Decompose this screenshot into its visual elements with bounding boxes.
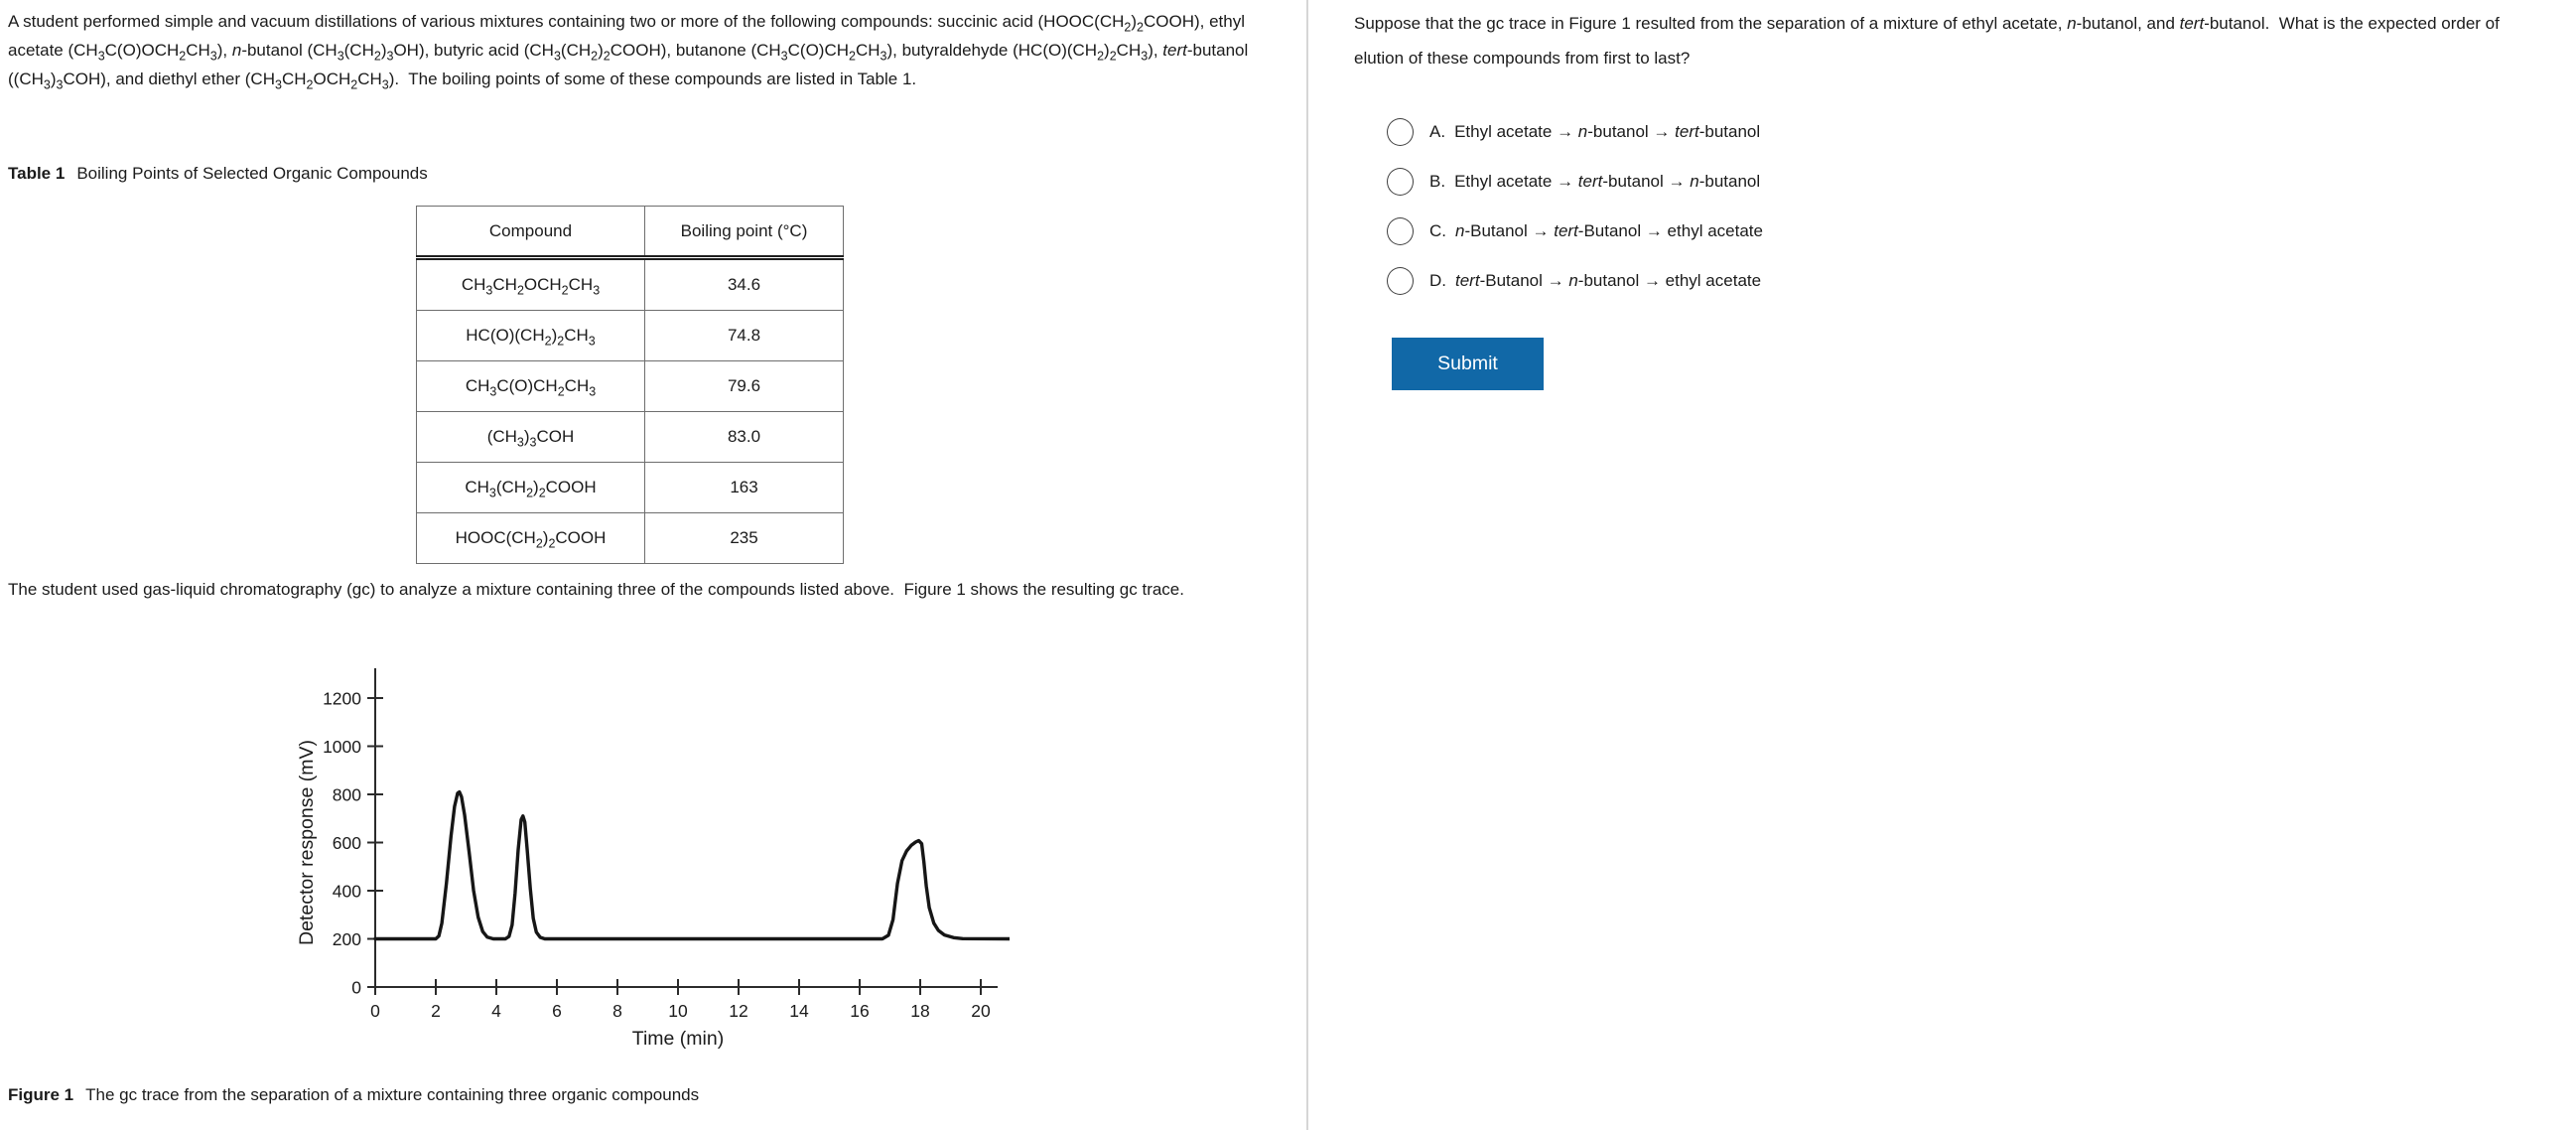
option-b[interactable] [1387, 157, 1763, 207]
svg-text:2: 2 [431, 1001, 441, 1021]
svg-text:4: 4 [491, 1001, 501, 1021]
option-c-letter: C. [1429, 221, 1446, 240]
cell-boiling-point: 163 [645, 463, 844, 513]
option-a[interactable] [1387, 107, 1763, 157]
option-a-text: Ethyl acetate → n-butanol → tert-butanol [1454, 122, 1761, 141]
cell-compound: $CH_3(CH_2)_2COOH$ [417, 463, 645, 513]
option-b-text: Ethyl acetate → tert-butanol → n-butanol [1454, 172, 1761, 191]
svg-text:400: 400 [332, 881, 361, 902]
svg-text:20: 20 [971, 1001, 991, 1021]
table-row [417, 463, 844, 513]
cell-compound: $HOOC(CH_2)_2COOH$ [417, 513, 645, 564]
figure-caption-text: The gc trace from the separation of a mixture containing three organic compounds [85, 1085, 700, 1104]
option-c-radio[interactable] [1387, 217, 1414, 245]
svg-text:8: 8 [612, 1001, 622, 1021]
table-title [8, 159, 1293, 188]
cell-boiling-point: 235 [645, 513, 844, 564]
table-title-text: Boiling Points of Selected Organic Compounds [76, 164, 428, 183]
submit-button[interactable]: Submit [1392, 338, 1544, 390]
table-row [417, 258, 844, 311]
option-d-letter: D. [1429, 271, 1446, 290]
option-b-letter: B. [1429, 172, 1446, 191]
option-d-text: tert-Butanol → n-butanol → ethyl acetate [1455, 271, 1762, 290]
question-text: Suppose that the gc trace in Figure 1 resulted from the separation of a mixture of ethyl acetate, n-butanol, and tert-butanol. What is the expected order of elution of these compounds from first to last? [1354, 14, 2500, 68]
table-row [417, 513, 844, 564]
svg-text:Time (min): Time (min) [631, 1028, 725, 1050]
table-row [417, 361, 844, 412]
svg-text:Detector response (mV): Detector response (mV) [296, 740, 318, 945]
cell-boiling-point: 34.6 [645, 258, 844, 311]
table-row [417, 311, 844, 361]
gc-figure [291, 655, 1010, 1053]
answer-options [1387, 107, 1763, 306]
svg-text:0: 0 [351, 977, 361, 998]
table-title-label: Table 1 [8, 164, 66, 183]
figure-caption-label: Figure 1 [8, 1085, 74, 1104]
svg-text:0: 0 [370, 1001, 380, 1021]
cell-boiling-point: 74.8 [645, 311, 844, 361]
svg-text:600: 600 [332, 833, 361, 853]
option-d[interactable] [1387, 256, 1763, 306]
cell-boiling-point: 83.0 [645, 412, 844, 463]
intro-paragraph: A student performed simple and vacuum distillations of various mixtures containing two or more of the following compounds: succinic acid $(HOOC(CH_2)_2COOH)$, ethyl acetate $(CH_3C(O)OCH_2CH_3)$, n-butanol $(CH_3(CH_2)_3OH)$, butyric acid $(CH_3(CH_2)_2COOH)$, butanone $(CH_3C(O)CH_2CH_3)$, butyraldehyde $(HC(O)(CH_2)_2CH_3)$, tert-butanol $((CH_3)_3COH)$, and diethyl ether $(CH_3CH_2OCH_2CH_3)$. The boiling points of some of these compounds are listed in Table 1. [8, 12, 1249, 92]
svg-text:14: 14 [789, 1001, 809, 1021]
question-panel [1308, 0, 2576, 1130]
svg-text:18: 18 [910, 1001, 930, 1021]
svg-text:10: 10 [668, 1001, 688, 1021]
cell-compound: $HC(O)(CH_2)_2CH_3$ [417, 311, 645, 361]
cell-compound: $CH_3CH_2OCH_2CH_3$ [417, 258, 645, 311]
figure-caption [8, 1080, 1293, 1109]
svg-text:1200: 1200 [323, 688, 361, 709]
option-a-letter: A. [1429, 122, 1446, 141]
svg-text:800: 800 [332, 784, 361, 805]
table-row [417, 412, 844, 463]
svg-text:6: 6 [552, 1001, 562, 1021]
boiling-point-table [416, 206, 844, 564]
option-c[interactable] [1387, 207, 1763, 256]
gc-trace-chart [291, 655, 1010, 1053]
svg-text:200: 200 [332, 929, 361, 949]
column-header-boiling-point: Boiling point (°C) [645, 207, 844, 258]
cell-compound: $(CH_3)_3COH$ [417, 412, 645, 463]
option-a-radio[interactable] [1387, 118, 1414, 146]
column-header-compound: Compound [417, 207, 645, 258]
cell-boiling-point: 79.6 [645, 361, 844, 412]
cell-compound: $CH_3C(O)CH_2CH_3$ [417, 361, 645, 412]
svg-text:1000: 1000 [323, 737, 361, 757]
option-b-radio[interactable] [1387, 168, 1414, 196]
option-d-radio[interactable] [1387, 267, 1414, 295]
svg-text:16: 16 [850, 1001, 870, 1021]
svg-text:12: 12 [729, 1001, 748, 1021]
option-c-text: n-Butanol → tert-Butanol → ethyl acetate [1455, 221, 1763, 240]
table-header-row [417, 207, 844, 258]
gc-paragraph: The student used gas-liquid chromatography (gc) to analyze a mixture containing three of the compounds listed above. Figure 1 shows the resulting gc trace. [8, 580, 1184, 599]
